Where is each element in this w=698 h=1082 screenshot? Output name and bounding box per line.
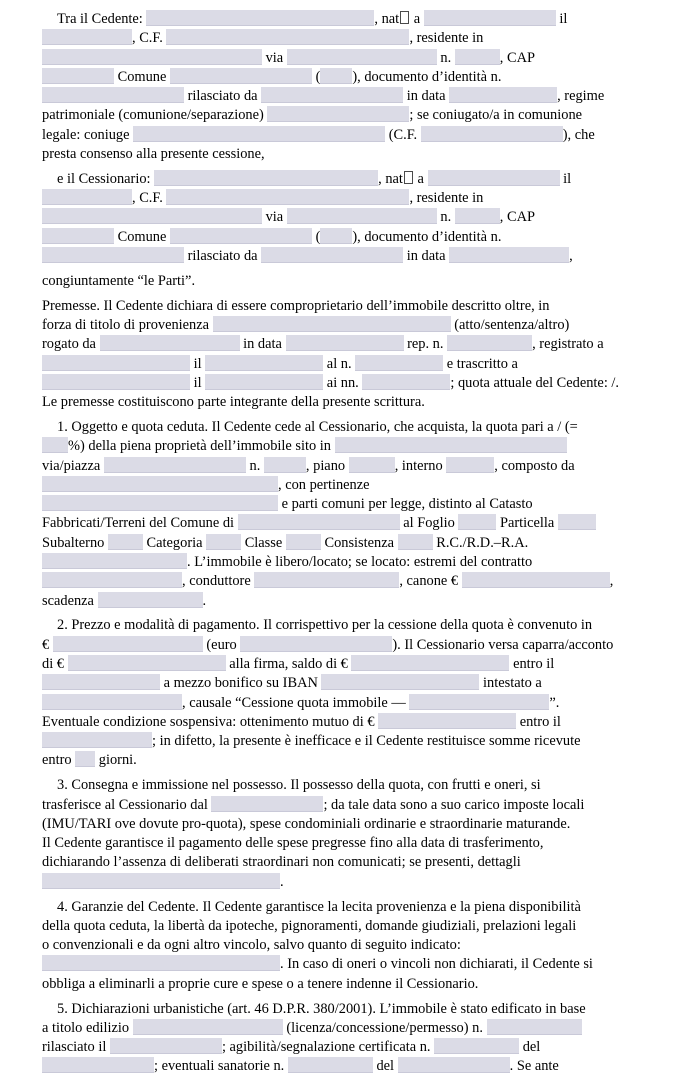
contract-document-page bbox=[42, 10, 662, 1082]
text-run: , composto da bbox=[494, 457, 575, 474]
section-4-garanzie-cedente-line-2 bbox=[42, 917, 662, 936]
party-cedente-line-1 bbox=[42, 10, 662, 29]
text-run: , C.F. bbox=[132, 190, 167, 207]
text-run: 1. Oggetto e quota ceduta. Il Cedente cede al Cessionario, che acquista, la quota pari a / (= bbox=[57, 418, 578, 435]
blank-fill-in-field[interactable] bbox=[558, 514, 596, 530]
blank-fill-in-field[interactable] bbox=[267, 106, 409, 122]
section-2-prezzo-pagamento-line-6 bbox=[42, 713, 662, 732]
party-cessionario bbox=[42, 170, 662, 266]
party-cedente bbox=[42, 10, 662, 164]
text-run: . bbox=[202, 592, 207, 609]
section-3-consegna-possesso-line-1 bbox=[42, 776, 662, 795]
blank-fill-in-field[interactable] bbox=[133, 1019, 283, 1035]
section-1-oggetto-quota-ceduta-line-10 bbox=[42, 592, 662, 611]
blank-fill-in-field[interactable] bbox=[362, 374, 450, 390]
text-run: Il Cedente garantisce il pagamento delle spese pregresse fino alla data di trasferimento, bbox=[42, 835, 544, 852]
premesse-line-4 bbox=[42, 355, 662, 374]
text-run: entro il bbox=[516, 713, 561, 730]
text-run: ; in difetto, la presente è inefficace e il Cedente restituisce somme ricevute bbox=[152, 733, 581, 750]
text-run: il bbox=[190, 355, 206, 372]
text-run: e trascritto a bbox=[443, 355, 518, 372]
text-run: trasferisce al Cessionario dal bbox=[42, 796, 212, 813]
party-cedente-line-8 bbox=[42, 145, 662, 164]
blank-fill-in-field[interactable] bbox=[42, 437, 68, 453]
blank-fill-in-field[interactable] bbox=[449, 87, 557, 103]
blank-fill-in-field[interactable] bbox=[421, 126, 563, 142]
text-run: Classe bbox=[241, 534, 286, 551]
blank-fill-in-field[interactable] bbox=[104, 457, 246, 473]
text-run: obbliga a eliminarli a proprie cure e spese o a tenere indenne il Cessionario. bbox=[42, 975, 479, 992]
text-run: ; quota attuale del Cedente: /. bbox=[450, 374, 620, 391]
text-run: dichiarando l’assenza di deliberati straordinari non comunicati; se presenti, dettagli bbox=[42, 854, 521, 871]
section-1-oggetto-quota-ceduta-line-6 bbox=[42, 514, 662, 533]
blank-fill-in-field[interactable] bbox=[110, 1038, 222, 1054]
text-run: , causale “Cessione quota immobile — bbox=[182, 694, 410, 711]
blank-fill-in-field[interactable] bbox=[42, 87, 184, 103]
blank-fill-in-field[interactable] bbox=[286, 534, 321, 550]
section-2-prezzo-pagamento bbox=[42, 616, 662, 770]
blank-fill-in-field[interactable] bbox=[42, 694, 182, 710]
text-run: . Se ante bbox=[509, 1058, 559, 1075]
text-run: di € bbox=[42, 656, 68, 672]
section-3-consegna-possesso-line-3 bbox=[42, 815, 662, 834]
blank-fill-in-field[interactable] bbox=[261, 247, 403, 263]
text-run: ; da tale data sono a suo carico imposte locali bbox=[323, 796, 585, 813]
text-run: . L’immobile è libero/locato; se locato: estremi del contratto bbox=[187, 554, 533, 571]
blank-fill-in-field[interactable] bbox=[170, 228, 312, 244]
text-run: il bbox=[190, 374, 206, 391]
blank-fill-in-field[interactable] bbox=[320, 68, 352, 84]
text-run: (C.F. bbox=[385, 126, 421, 143]
blank-fill-in-field[interactable] bbox=[462, 572, 610, 588]
text-run: via bbox=[262, 49, 287, 66]
text-run: Tra il Cedente: bbox=[57, 11, 147, 27]
premesse-line-6 bbox=[42, 393, 662, 412]
text-run: , regime bbox=[557, 88, 605, 105]
section-3-consegna-possesso-line-4 bbox=[42, 834, 662, 853]
text-run: 2. Prezzo e modalità di pagamento. Il corrispettivo per la cessione della quota è convenuto in bbox=[57, 617, 593, 634]
blank-fill-in-field[interactable] bbox=[286, 335, 404, 351]
blank-fill-in-field[interactable] bbox=[98, 592, 203, 608]
section-2-prezzo-pagamento-line-2 bbox=[42, 636, 662, 655]
text-run: ), che bbox=[562, 126, 595, 143]
party-cessionario-line-2 bbox=[42, 189, 662, 208]
blank-fill-in-field[interactable] bbox=[42, 553, 187, 569]
blank-fill-in-field[interactable] bbox=[42, 68, 114, 84]
blank-fill-in-field[interactable] bbox=[458, 514, 496, 530]
text-run: a mezzo bonifico su IBAN bbox=[160, 675, 322, 692]
text-run: Eventuale condizione sospensiva: ottenimento mutuo di € bbox=[42, 713, 379, 730]
text-run: (IMU/TARI ove dovute pro-quota), spese condominiali ordinarie e straordinarie maturande. bbox=[42, 815, 571, 832]
text-run: della quota ceduta, la libertà da ipoteche, pignoramenti, domande giudiziali, prelazioni legali bbox=[42, 917, 577, 934]
blank-fill-in-field[interactable] bbox=[42, 674, 160, 690]
blank-fill-in-field[interactable] bbox=[455, 49, 500, 65]
blank-fill-in-field[interactable] bbox=[428, 170, 560, 186]
blank-fill-in-field[interactable] bbox=[447, 335, 532, 351]
party-cessionario-line-5 bbox=[42, 247, 662, 266]
text-run: Le premesse costituiscono parte integrante della presente scrittura. bbox=[42, 394, 425, 411]
text-run: Comune bbox=[114, 68, 170, 85]
text-run: al n. bbox=[323, 355, 356, 372]
section-2-prezzo-pagamento-line-8 bbox=[42, 751, 662, 770]
blank-fill-in-field[interactable] bbox=[42, 374, 190, 390]
blank-fill-in-field[interactable] bbox=[100, 335, 240, 351]
blank-fill-in-field[interactable] bbox=[455, 208, 500, 224]
text-run: , nat bbox=[378, 170, 403, 187]
blank-fill-in-field[interactable] bbox=[42, 208, 262, 224]
text-run: giorni. bbox=[95, 752, 137, 769]
section-5-dichiarazioni-urbanistiche-line-3 bbox=[42, 1038, 662, 1057]
section-5-dichiarazioni-urbanistiche-line-1 bbox=[42, 1000, 662, 1019]
text-run: , nat bbox=[374, 11, 400, 27]
premesse-line-5 bbox=[42, 374, 662, 393]
blank-fill-in-field[interactable] bbox=[398, 534, 433, 550]
parties-joint-clause bbox=[42, 272, 662, 291]
premesse-line-3 bbox=[42, 335, 662, 354]
text-run: (licenza/concessione/permesso) n. bbox=[282, 1019, 487, 1036]
parties-joint-clause-line-1 bbox=[42, 272, 662, 291]
blank-fill-in-field[interactable] bbox=[133, 126, 385, 142]
text-run: Subalterno bbox=[42, 534, 108, 551]
text-run: (atto/sentenza/altro) bbox=[450, 316, 570, 333]
text-run: rogato da bbox=[42, 336, 100, 353]
blank-fill-in-field[interactable] bbox=[42, 476, 278, 492]
missing-glyph-box-icon bbox=[404, 171, 413, 184]
text-run: %) della piena proprietà dell’immobile sito in bbox=[68, 438, 335, 455]
blank-fill-in-field[interactable] bbox=[335, 437, 567, 453]
text-run: Comune bbox=[114, 228, 170, 245]
section-1-oggetto-quota-ceduta-line-9 bbox=[42, 572, 662, 591]
text-run: , con pertinenze bbox=[278, 476, 370, 493]
text-run: ( bbox=[311, 68, 321, 85]
blank-fill-in-field[interactable] bbox=[398, 1057, 510, 1073]
text-run: n. bbox=[436, 49, 455, 66]
text-run: congiuntamente “le Parti”. bbox=[42, 272, 196, 289]
blank-fill-in-field[interactable] bbox=[240, 636, 392, 652]
section-5-dichiarazioni-urbanistiche bbox=[42, 1000, 662, 1077]
blank-fill-in-field[interactable] bbox=[42, 355, 190, 371]
blank-fill-in-field[interactable] bbox=[378, 713, 516, 729]
blank-fill-in-field[interactable] bbox=[42, 247, 184, 263]
blank-fill-in-field[interactable] bbox=[446, 457, 494, 473]
text-run: il bbox=[559, 170, 572, 187]
text-run: presta consenso alla presente cessione, bbox=[42, 146, 265, 163]
text-run: ; se coniugato/a in comunione bbox=[409, 107, 583, 124]
text-run: forza di titolo di provenienza bbox=[42, 316, 213, 333]
section-2-prezzo-pagamento-line-3 bbox=[42, 655, 662, 674]
section-3-consegna-possesso-line-5 bbox=[42, 853, 662, 872]
text-run: via bbox=[262, 209, 287, 226]
section-2-prezzo-pagamento-line-7 bbox=[42, 732, 662, 751]
text-run: scadenza bbox=[42, 592, 98, 609]
section-1-oggetto-quota-ceduta-line-1 bbox=[42, 418, 662, 437]
text-run: 4. Garanzie del Cedente. Il Cedente garantisce la lecita provenienza e la piena disponibilità bbox=[57, 898, 581, 915]
blank-fill-in-field[interactable] bbox=[320, 228, 352, 244]
text-run: ( bbox=[311, 228, 321, 245]
text-run: a titolo edilizio bbox=[42, 1019, 133, 1036]
blank-fill-in-field[interactable] bbox=[205, 374, 323, 390]
blank-fill-in-field[interactable] bbox=[42, 572, 182, 588]
text-run: al Foglio bbox=[399, 515, 459, 532]
section-3-consegna-possesso-line-6 bbox=[42, 873, 662, 892]
section-5-dichiarazioni-urbanistiche-line-4 bbox=[42, 1057, 662, 1076]
text-run: 3. Consegna e immissione nel possesso. Il possesso della quota, con frutti e oneri, si bbox=[57, 777, 541, 794]
blank-fill-in-field[interactable] bbox=[487, 1019, 582, 1035]
text-run: ), documento d’identità n. bbox=[352, 68, 502, 85]
section-2-prezzo-pagamento-line-5 bbox=[42, 694, 662, 713]
blank-fill-in-field[interactable] bbox=[146, 10, 374, 26]
blank-fill-in-field[interactable] bbox=[42, 955, 280, 971]
party-cedente-line-3 bbox=[42, 49, 662, 68]
text-run: Categoria bbox=[142, 534, 207, 551]
blank-fill-in-field[interactable] bbox=[424, 10, 556, 26]
premesse bbox=[42, 297, 662, 413]
text-run: Fabbricati/Terreni del Comune di bbox=[42, 515, 238, 532]
section-1-oggetto-quota-ceduta-line-5 bbox=[42, 495, 662, 514]
text-run: Consistenza bbox=[320, 534, 398, 551]
blank-fill-in-field[interactable] bbox=[287, 49, 437, 65]
blank-fill-in-field[interactable] bbox=[264, 457, 306, 473]
blank-fill-in-field[interactable] bbox=[166, 189, 409, 205]
blank-fill-in-field[interactable] bbox=[42, 189, 132, 205]
section-2-prezzo-pagamento-line-1 bbox=[42, 616, 662, 635]
text-run: entro il bbox=[509, 656, 555, 672]
text-run: legale: coniuge bbox=[42, 126, 134, 143]
text-run: , CAP bbox=[499, 209, 535, 226]
text-run: , C.F. bbox=[132, 30, 167, 47]
blank-fill-in-field[interactable] bbox=[42, 732, 152, 748]
text-run: rilasciato il bbox=[42, 1039, 110, 1056]
text-run: a bbox=[413, 170, 428, 187]
blank-fill-in-field[interactable] bbox=[254, 572, 399, 588]
blank-fill-in-field[interactable] bbox=[154, 170, 378, 186]
text-run: , bbox=[569, 248, 573, 265]
text-run: rilasciato da bbox=[184, 88, 262, 105]
text-run: , canone € bbox=[399, 573, 462, 590]
blank-fill-in-field[interactable] bbox=[42, 29, 132, 45]
text-run: , bbox=[609, 573, 614, 590]
text-run: rep. n. bbox=[403, 336, 448, 353]
blank-fill-in-field[interactable] bbox=[75, 751, 95, 767]
section-3-consegna-possesso bbox=[42, 776, 662, 892]
blank-fill-in-field[interactable] bbox=[42, 228, 114, 244]
text-run: ”. bbox=[549, 694, 560, 711]
text-run: 5. Dichiarazioni urbanistiche (art. 46 D.P.R. 380/2001). L’immobile è stato edificato in base bbox=[57, 1000, 586, 1017]
party-cedente-line-4 bbox=[42, 68, 662, 87]
blank-fill-in-field[interactable] bbox=[287, 208, 437, 224]
blank-fill-in-field[interactable] bbox=[42, 495, 278, 511]
blank-fill-in-field[interactable] bbox=[351, 655, 509, 671]
text-run: via/piazza bbox=[42, 457, 104, 474]
text-run: e il Cessionario: bbox=[57, 170, 155, 187]
text-run: ). Il Cessionario versa caparra/acconto bbox=[392, 636, 614, 653]
blank-fill-in-field[interactable] bbox=[238, 514, 400, 530]
blank-fill-in-field[interactable] bbox=[288, 1057, 373, 1073]
text-run: in data bbox=[239, 336, 286, 353]
text-run: R.C./R.D.–R.A. bbox=[432, 534, 529, 551]
blank-fill-in-field[interactable] bbox=[409, 694, 549, 710]
text-run: e parti comuni per legge, distinto al Catasto bbox=[278, 496, 533, 513]
text-run: , piano bbox=[305, 457, 349, 474]
section-4-garanzie-cedente-line-5 bbox=[42, 975, 662, 994]
text-run: (euro bbox=[202, 636, 241, 653]
blank-fill-in-field[interactable] bbox=[349, 457, 395, 473]
text-run: Premesse. Il Cedente dichiara di essere comproprietario dell’immobile descritto oltre, in bbox=[42, 297, 550, 314]
text-run: il bbox=[555, 11, 568, 27]
section-3-consegna-possesso-line-2 bbox=[42, 796, 662, 815]
premesse-line-2 bbox=[42, 316, 662, 335]
section-1-oggetto-quota-ceduta-line-7 bbox=[42, 534, 662, 553]
section-1-oggetto-quota-ceduta bbox=[42, 418, 662, 611]
blank-fill-in-field[interactable] bbox=[42, 49, 262, 65]
party-cedente-line-6 bbox=[42, 106, 662, 125]
premesse-line-1 bbox=[42, 297, 662, 316]
text-run: rilasciato da bbox=[184, 248, 262, 265]
text-run: alla firma, saldo di € bbox=[225, 656, 352, 672]
text-run: patrimoniale (comunione/separazione) bbox=[42, 107, 268, 124]
text-run: intestato a bbox=[479, 675, 542, 692]
blank-fill-in-field[interactable] bbox=[68, 655, 226, 671]
text-run: . In caso di oneri o vincoli non dichiarati, il Cedente si bbox=[280, 956, 593, 973]
text-run: ; agibilità/segnalazione certificata n. bbox=[221, 1039, 435, 1056]
party-cedente-line-2 bbox=[42, 29, 662, 48]
party-cessionario-line-1 bbox=[42, 170, 662, 189]
text-run: , conduttore bbox=[182, 573, 255, 590]
text-run: , interno bbox=[394, 457, 447, 474]
text-run: ai nn. bbox=[323, 374, 363, 391]
section-1-oggetto-quota-ceduta-line-2 bbox=[42, 437, 662, 456]
text-run: n. bbox=[436, 209, 455, 226]
text-run: del bbox=[519, 1039, 541, 1056]
text-run: in data bbox=[403, 248, 450, 265]
blank-fill-in-field[interactable] bbox=[42, 1057, 154, 1073]
blank-fill-in-field[interactable] bbox=[108, 534, 143, 550]
text-run: , residente in bbox=[409, 30, 484, 47]
section-4-garanzie-cedente-line-1 bbox=[42, 898, 662, 917]
text-run: del bbox=[372, 1058, 398, 1075]
text-run: entro bbox=[42, 752, 76, 769]
section-4-garanzie-cedente-line-4 bbox=[42, 955, 662, 974]
text-run: ; eventuali sanatorie n. bbox=[154, 1058, 288, 1075]
text-run: in data bbox=[403, 88, 450, 105]
blank-fill-in-field[interactable] bbox=[321, 674, 479, 690]
blank-fill-in-field[interactable] bbox=[170, 68, 312, 84]
blank-fill-in-field[interactable] bbox=[355, 355, 443, 371]
blank-fill-in-field[interactable] bbox=[449, 247, 569, 263]
text-run: a bbox=[410, 11, 424, 27]
blank-fill-in-field[interactable] bbox=[261, 87, 403, 103]
blank-fill-in-field[interactable] bbox=[53, 636, 203, 652]
text-run: , registrato a bbox=[532, 336, 604, 353]
blank-fill-in-field[interactable] bbox=[206, 534, 241, 550]
text-run: € bbox=[42, 636, 53, 653]
text-run: n. bbox=[245, 457, 264, 474]
party-cedente-line-5 bbox=[42, 87, 662, 106]
blank-fill-in-field[interactable] bbox=[42, 873, 280, 889]
text-run: , CAP bbox=[499, 49, 535, 66]
section-1-oggetto-quota-ceduta-line-4 bbox=[42, 476, 662, 495]
blank-fill-in-field[interactable] bbox=[434, 1038, 519, 1054]
section-4-garanzie-cedente-line-3 bbox=[42, 936, 662, 955]
blank-fill-in-field[interactable] bbox=[213, 316, 451, 332]
section-1-oggetto-quota-ceduta-line-3 bbox=[42, 457, 662, 476]
party-cessionario-line-3 bbox=[42, 208, 662, 227]
blank-fill-in-field[interactable] bbox=[205, 355, 323, 371]
section-4-garanzie-cedente bbox=[42, 898, 662, 994]
section-1-oggetto-quota-ceduta-line-8 bbox=[42, 553, 662, 572]
section-2-prezzo-pagamento-line-4 bbox=[42, 674, 662, 693]
missing-glyph-box-icon bbox=[400, 11, 409, 24]
party-cessionario-line-4 bbox=[42, 228, 662, 247]
text-run: . bbox=[280, 873, 284, 890]
text-run: o convenzionali e da ogni altro vincolo, salvo quanto di seguito indicato: bbox=[42, 937, 461, 954]
blank-fill-in-field[interactable] bbox=[166, 29, 409, 45]
section-5-dichiarazioni-urbanistiche-line-2 bbox=[42, 1019, 662, 1038]
text-run: Particella bbox=[496, 515, 558, 532]
blank-fill-in-field[interactable] bbox=[211, 796, 323, 812]
text-run: , residente in bbox=[409, 190, 484, 207]
text-run: ), documento d’identità n. bbox=[352, 228, 502, 245]
party-cedente-line-7 bbox=[42, 126, 662, 145]
